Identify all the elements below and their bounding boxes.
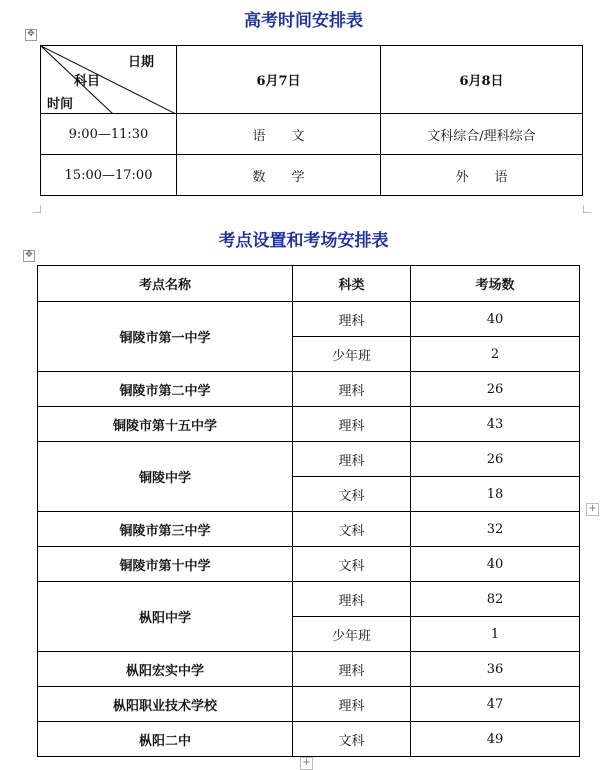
category-cell: 少年班 bbox=[293, 617, 411, 652]
category-cell: 理科 bbox=[293, 652, 411, 687]
venue-name: 铜陵市第十五中学 bbox=[38, 407, 293, 442]
time-cell: 15:00—17:00 bbox=[41, 155, 177, 196]
column-header: 考场数 bbox=[411, 266, 580, 302]
count-cell: 18 bbox=[411, 477, 580, 512]
page-corner-mark bbox=[583, 205, 591, 213]
subject-cell: 文科综合/理科综合 bbox=[381, 114, 583, 155]
category-cell: 文科 bbox=[293, 477, 411, 512]
category-cell: 文科 bbox=[293, 722, 411, 757]
category-cell: 理科 bbox=[293, 372, 411, 407]
venue-name: 铜陵市第三中学 bbox=[38, 512, 293, 547]
category-cell: 理科 bbox=[293, 442, 411, 477]
count-cell: 26 bbox=[411, 442, 580, 477]
venue-name: 枞阳中学 bbox=[38, 582, 293, 652]
count-cell: 49 bbox=[411, 722, 580, 757]
column-header: 考点名称 bbox=[38, 266, 293, 302]
venue-name: 枞阳二中 bbox=[38, 722, 293, 757]
category-cell: 理科 bbox=[293, 302, 411, 337]
category-cell: 理科 bbox=[293, 582, 411, 617]
category-cell: 少年班 bbox=[293, 337, 411, 372]
day-header: 6月8日 bbox=[381, 46, 583, 114]
time-header: 时间 bbox=[47, 97, 74, 112]
venues-title: 考点设置和考场安排表 bbox=[218, 231, 389, 251]
count-cell: 2 bbox=[411, 337, 580, 372]
schedule-table bbox=[40, 45, 583, 196]
category-cell: 文科 bbox=[293, 512, 411, 547]
diagonal-header-cell bbox=[41, 46, 177, 114]
subject-cell: 语 文 bbox=[177, 114, 381, 155]
category-cell: 文科 bbox=[293, 547, 411, 582]
count-cell: 47 bbox=[411, 687, 580, 722]
subject-header: 科目 bbox=[74, 74, 101, 89]
page-corner-mark bbox=[33, 205, 41, 213]
count-cell: 40 bbox=[411, 302, 580, 337]
count-cell: 26 bbox=[411, 372, 580, 407]
subject-cell: 外 语 bbox=[381, 155, 583, 196]
add-column-icon[interactable]: + bbox=[300, 757, 313, 770]
time-cell: 9:00—11:30 bbox=[41, 114, 177, 155]
venue-name: 铜陵市第十中学 bbox=[38, 547, 293, 582]
count-cell: 36 bbox=[411, 652, 580, 687]
table-move-handle-icon[interactable]: ✥ bbox=[25, 29, 37, 41]
column-header: 科类 bbox=[293, 266, 411, 302]
subject-cell: 数 学 bbox=[177, 155, 381, 196]
venue-name: 铜陵市第二中学 bbox=[38, 372, 293, 407]
add-row-icon[interactable]: + bbox=[586, 503, 599, 516]
count-cell: 43 bbox=[411, 407, 580, 442]
schedule-title: 高考时间安排表 bbox=[244, 11, 363, 31]
venue-name: 枞阳宏实中学 bbox=[38, 652, 293, 687]
category-cell: 理科 bbox=[293, 687, 411, 722]
count-cell: 32 bbox=[411, 512, 580, 547]
venues-table bbox=[37, 265, 580, 757]
count-cell: 1 bbox=[411, 617, 580, 652]
count-cell: 40 bbox=[411, 547, 580, 582]
venue-name: 枞阳职业技术学校 bbox=[38, 687, 293, 722]
day-header: 6月7日 bbox=[177, 46, 381, 114]
venue-name: 铜陵中学 bbox=[38, 442, 293, 512]
category-cell: 理科 bbox=[293, 407, 411, 442]
table-move-handle-icon[interactable]: ✥ bbox=[23, 250, 35, 262]
date-header: 日期 bbox=[127, 55, 154, 70]
count-cell: 82 bbox=[411, 582, 580, 617]
venue-name: 铜陵市第一中学 bbox=[38, 302, 293, 372]
